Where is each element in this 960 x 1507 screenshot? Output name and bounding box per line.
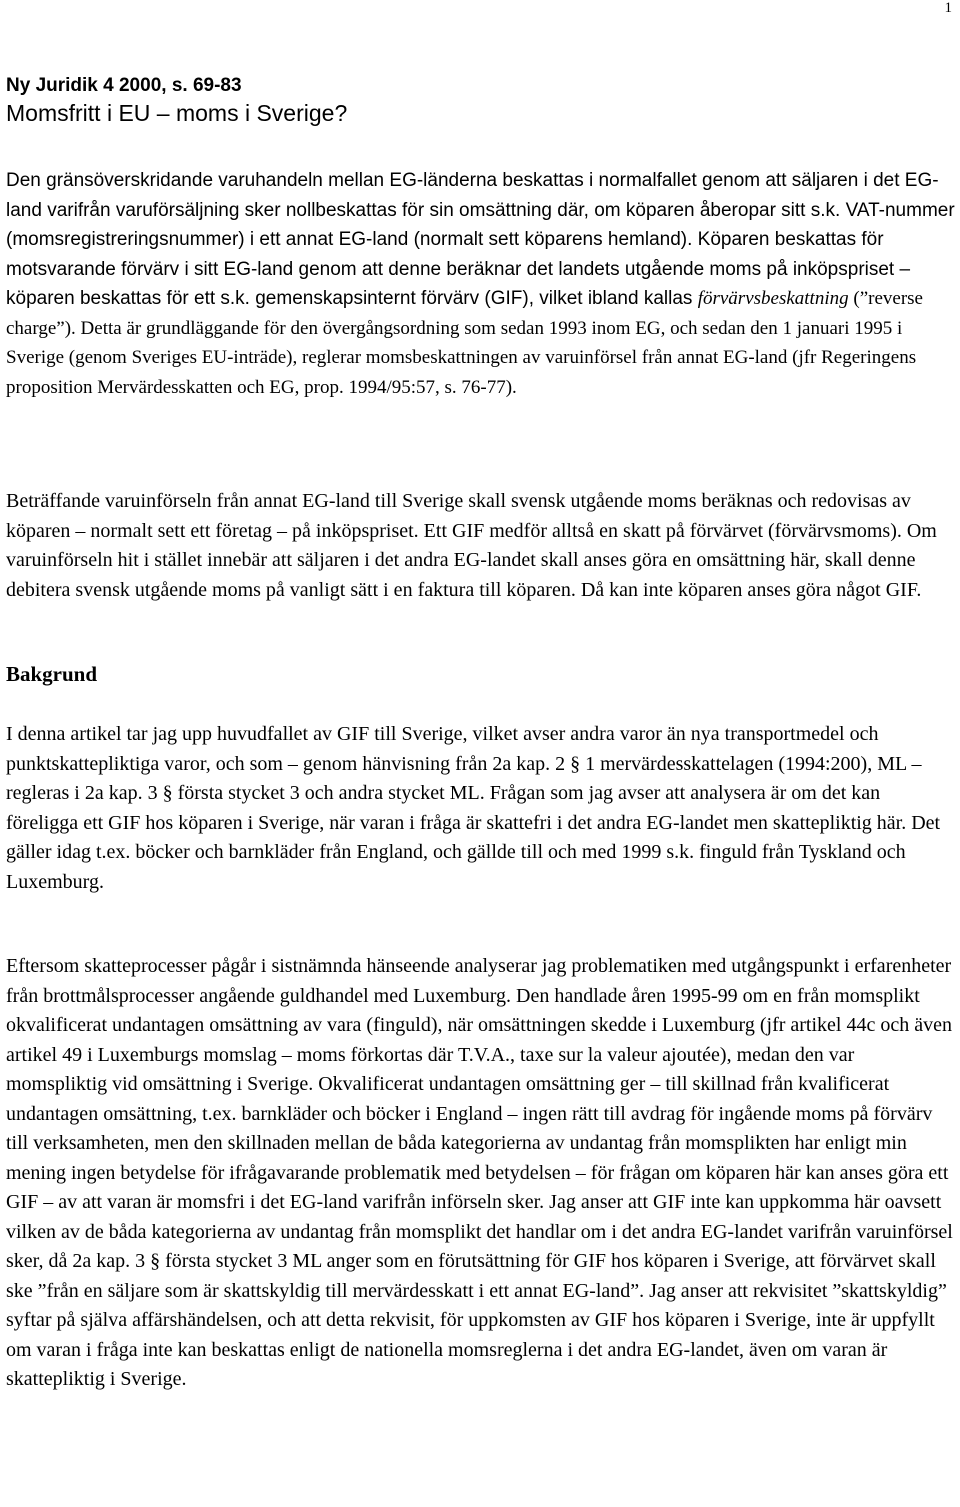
citation: Ny Juridik 4 2000, s. 69-83 (6, 75, 242, 96)
paragraph-3: I denna artikel tar jag upp huvudfallet av GIF till Sverige, vilket avser andra varor än nya transportmedel och punktskattepliktiga varor, och som – genom hänvisning från 2a kap. 2 § 1 mervärdesskattelagen (1994:200), ML – regleras i 2a kap. 3 § första stycket 3 och andra stycket ML. Frågan som jag avser att analysera är om det kan föreligga ett GIF hos köparen i Sverige, när varan i fråga är skattefri i det andra EG-landet men skattepliktig här. Det gäller idag t.ex. böcker och barnkläder från England, och gällde till och med 1999 s.k. finguld från Tyskland och Luxemburg. (6, 723, 941, 893)
intro-text-2: (”reverse charge”). Detta är grundläggande för den övergångsordning som sedan 1993 inom EG, och sedan den 1 januari 1995 i Sverige (genom Sveriges EU-inträde), reglerar momsbeskattningen av varuinförsel från annat EG-land (jfr Regeringens proposition Mervärdesskatten och EG, prop. 1994/95:57, s. 76-77). (6, 288, 923, 398)
page-number: 1 (944, 0, 952, 16)
paragraph-2: Beträffande varuinförseln från annat EG-land till Sverige skall svensk utgående moms beräknas och redovisas av köparen – normalt sett ett företag – på inköpspriset. Ett GIF medför alltså en skatt på förvärvet (förvärvsmoms). Om varuinförseln hit i stället innebär att säljaren i det andra EG-landet skall anses göra en omsättning här, skall denne debitera svensk utgående moms på vanligt sätt i en faktura till köparen. Då kan inte köparen anses göra något GIF. (6, 490, 937, 601)
section-heading: Bakgrund (6, 662, 98, 686)
intro-paragraph (6, 166, 956, 402)
intro-text-1: Den gränsöverskridande varuhandeln mellan EG-länderna beskattas i normalfallet genom att säljaren i det EG-land varifrån varuförsäljning sker nollbeskattas för sin omsättning där, om köparen åberopar sitt s.k. VAT-nummer (momsregistreringsnummer) i ett annat EG-land (normalt sett köparens hemland). Köparen beskattas för motsvarande förvärv i sitt EG-land genom att denne beräknar det landets utgående moms på inköpspriset – köparen beskattas för ett s.k. gemenskapsinternt förvärv (GIF), vilket ibland kallas (6, 170, 955, 309)
intro-italic-term: förvärvsbeskattning (697, 288, 849, 309)
article-title: Momsfritt i EU – moms i Sverige? (6, 100, 348, 126)
paragraph-4: Eftersom skatteprocesser pågår i sistnämnda hänseende analyserar jag problematiken med utgångspunkt i erfarenheter från brottmålsprocesser angående guldhandel med Luxemburg. Den handlade åren 1995-99 om en från momsplikt okvalificerat undantagen omsättning av vara (finguld), när omsättningen skedde i Luxemburg (jfr artikel 44c och även artikel 49 i Luxemburgs momslag – moms förkortas där T.V.A., taxe sur la valeur ajoutée), medan den var momspliktig vid omsättning i Sverige. Okvalificerat undantagen omsättning ger – till skillnad från kvalificerat undantagen omsättning, t.ex. barnkläder och böcker i England – ingen rätt till avdrag för ingående moms på förvärv till verksamheten, men den skillnaden mellan de båda kategorierna av undantag från momsplikten har enligt min mening ingen betydelse för ifrågavarande problematik med betydelsen – för frågan om köparen här kan anses göra ett GIF – av att varan är momsfri i det EG-land varifrån införseln sker. Jag anser att GIF inte kan uppkomma här oavsett vilken av de båda kategorierna av undantag från momsplikt det handlar om i det andra EG-landet varifrån varuinförsel sker, då 2a kap. 3 § första stycket 3 ML anger som en förutsättning för GIF hos köparen i Sverige, att förvärvet skall ske ”från en säljare som är skattskyldig till mervärdesskatt i ett annat EG-land”. Jag anser att rekvisitet ”skattskyldig” syftar på själva affärshändelsen, och att detta rekvisit, för uppkomsten av GIF hos köparen i Sverige, inte är uppfyllt om varan i fråga inte kan beskattas enligt de nationella momsreglerna i det andra EG-landet, även om varan är skattepliktig i Sverige. (6, 955, 953, 1390)
